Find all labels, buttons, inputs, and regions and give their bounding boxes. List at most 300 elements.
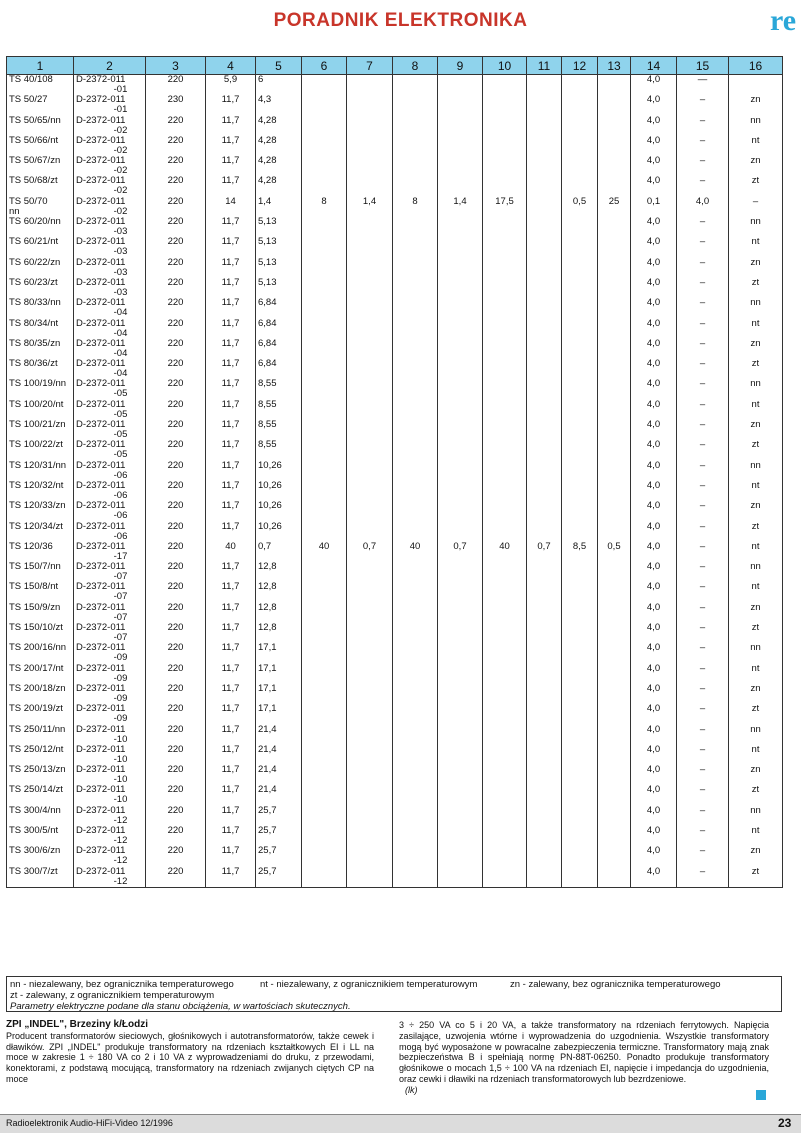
cell-col-6 [302,643,347,663]
cell-col-6 [302,95,347,115]
cell-col-9 [438,664,483,684]
cell-col-12 [562,379,598,399]
cell-col-11 [527,116,562,136]
cell-col-16: zn [729,684,783,704]
cell-type [7,339,74,359]
cell-col-6 [302,562,347,582]
legend-nt: nt - niezalewany, z ogranicznikiem temperaturowym [260,979,478,990]
cell-col-10 [483,319,527,339]
cell-col-4: 40 [206,542,256,562]
cell-col-16: nt [729,582,783,602]
cell-col-11 [527,258,562,278]
cell-col-15: – [677,298,729,318]
cell-col-6: 8 [302,197,347,217]
cell-col-10 [483,75,527,96]
cell-col-4: 5,9 [206,75,256,96]
cell-col-16: nt [729,826,783,846]
cell-col-9 [438,156,483,176]
cell-col-12 [562,95,598,115]
norm-suffix: -02 [113,124,128,136]
cell-col-16: nn [729,217,783,237]
cell-col-9 [438,745,483,765]
cell-col-13 [598,176,631,196]
cell-col-5: 10,26 [256,522,302,542]
cell-type [7,176,74,196]
cell-norm [74,461,146,481]
cell-col-4: 11,7 [206,400,256,420]
cell-col-6 [302,684,347,704]
cell-col-11 [527,359,562,379]
cell-col-8 [393,765,438,785]
norm-suffix: -17 [113,550,128,562]
cell-col-16: zn [729,846,783,866]
norm-code: D-2372-011 [76,724,126,735]
cell-col-15: – [677,603,729,623]
cell-col-9 [438,278,483,298]
cell-type [7,116,74,136]
cell-col-4: 11,7 [206,176,256,196]
cell-col-6 [302,826,347,846]
cell-col-10 [483,116,527,136]
cell-col-9 [438,136,483,156]
norm-suffix: -02 [113,205,128,217]
cell-col-5: 6,84 [256,319,302,339]
cell-col-3: 220 [146,846,206,866]
cell-col-5: 25,7 [256,826,302,846]
cell-col-16: zn [729,339,783,359]
cell-type [7,684,74,704]
cell-col-6 [302,745,347,765]
cell-col-5: 12,8 [256,603,302,623]
cell-col-8 [393,440,438,460]
cell-col-6 [302,136,347,156]
cell-col-8 [393,562,438,582]
table-row [7,481,783,501]
table-row [7,542,783,562]
cell-norm [74,156,146,176]
cell-col-13 [598,765,631,785]
cell-col-6 [302,846,347,866]
article-heading: ZPI „INDEL", Brzeziny k/Łodzi [6,1019,148,1030]
cell-col-12 [562,562,598,582]
cell-col-12 [562,522,598,542]
cell-col-7 [347,745,393,765]
cell-norm [74,197,146,217]
cell-col-8 [393,359,438,379]
cell-col-10 [483,379,527,399]
norm-suffix: -06 [113,530,128,542]
cell-col-11 [527,481,562,501]
cell-col-4: 11,7 [206,684,256,704]
cell-col-10 [483,603,527,623]
cell-col-12 [562,75,598,96]
cell-col-14: 4,0 [631,319,677,339]
cell-col-10 [483,806,527,826]
cell-col-4: 11,7 [206,339,256,359]
cell-col-10 [483,237,527,257]
table-row [7,806,783,826]
cell-col-8 [393,725,438,745]
cell-col-3: 220 [146,339,206,359]
cell-col-7 [347,826,393,846]
cell-col-15: – [677,725,729,745]
cell-col-10 [483,664,527,684]
cell-col-9 [438,704,483,724]
norm-code: D-2372-011 [76,623,126,634]
cell-col-8 [393,846,438,866]
column-header: 9 [438,57,483,75]
cell-col-11 [527,298,562,318]
cell-col-16: zn [729,501,783,521]
cell-col-9 [438,176,483,196]
cell-col-14: 4,0 [631,603,677,623]
cell-col-5: 5,13 [256,258,302,278]
cell-col-4: 11,7 [206,258,256,278]
norm-code: D-2372-011 [76,237,126,248]
norm-suffix: -12 [113,834,128,846]
cell-col-11 [527,339,562,359]
cell-col-7 [347,562,393,582]
cell-type [7,197,74,217]
cell-col-8 [393,461,438,481]
cell-col-15: – [677,400,729,420]
type-name: TS 120/31/nn [9,460,67,471]
cell-col-11 [527,197,562,217]
column-header: 7 [347,57,393,75]
norm-suffix: -12 [113,814,128,826]
cell-col-15: – [677,684,729,704]
cell-col-13 [598,522,631,542]
cell-norm [74,176,146,196]
norm-suffix: -06 [113,510,128,522]
cell-col-11 [527,765,562,785]
cell-col-12 [562,136,598,156]
norm-code: D-2372-011 [76,541,126,552]
type-name: TS 80/34/nt [9,318,59,329]
norm-suffix: -02 [113,165,128,177]
article-left-column [6,1020,374,1085]
cell-col-16: nn [729,116,783,136]
cell-col-16: zt [729,176,783,196]
cell-col-5: 8,55 [256,420,302,440]
cell-col-10 [483,461,527,481]
cell-col-8 [393,481,438,501]
column-header: 2 [74,57,146,75]
cell-col-13 [598,136,631,156]
cell-col-6 [302,278,347,298]
type-name: TS 150/10/zt [9,623,63,634]
cell-col-5: 17,1 [256,684,302,704]
norm-suffix: -10 [113,774,128,786]
cell-col-9: 0,7 [438,542,483,562]
cell-col-8: 40 [393,542,438,562]
cell-col-10 [483,704,527,724]
cell-col-3: 220 [146,237,206,257]
cell-col-9 [438,603,483,623]
cell-col-14: 4,0 [631,623,677,643]
cell-col-5: 5,13 [256,278,302,298]
cell-col-14: 4,0 [631,867,677,888]
norm-code: D-2372-011 [76,217,126,228]
table-row [7,95,783,115]
cell-col-3: 220 [146,440,206,460]
type-name: TS 60/20/nn [9,217,61,228]
cell-col-3: 220 [146,603,206,623]
cell-col-14: 4,0 [631,278,677,298]
norm-code: D-2372-011 [76,602,126,613]
cell-col-14: 4,0 [631,522,677,542]
cell-col-10 [483,440,527,460]
norm-code: D-2372-011 [76,825,126,836]
cell-norm [74,684,146,704]
norm-code: D-2372-011 [76,521,126,532]
cell-col-7 [347,461,393,481]
cell-col-11 [527,217,562,237]
norm-suffix: -03 [113,266,128,278]
cell-col-6 [302,116,347,136]
cell-col-8 [393,176,438,196]
cell-col-3: 220 [146,75,206,96]
norm-suffix: -07 [113,591,128,603]
norm-suffix: -04 [113,368,128,380]
cell-col-16: nn [729,379,783,399]
cell-col-8 [393,806,438,826]
table-row [7,258,783,278]
cell-col-8 [393,522,438,542]
cell-col-6 [302,623,347,643]
cell-col-15: – [677,379,729,399]
table-row [7,603,783,623]
norm-code: D-2372-011 [76,420,126,431]
cell-col-11 [527,522,562,542]
cell-col-15: – [677,867,729,888]
cell-col-4: 14 [206,197,256,217]
cell-col-12 [562,400,598,420]
cell-col-9 [438,75,483,96]
cell-col-8 [393,582,438,602]
cell-col-15: – [677,319,729,339]
cell-norm [74,623,146,643]
cell-col-11 [527,826,562,846]
cell-col-5: 21,4 [256,745,302,765]
norm-suffix: -07 [113,611,128,623]
cell-col-6 [302,359,347,379]
cell-col-11 [527,75,562,96]
cell-col-10 [483,522,527,542]
cell-col-8 [393,278,438,298]
cell-col-15: – [677,704,729,724]
cell-col-13 [598,846,631,866]
cell-col-12 [562,745,598,765]
cell-col-15: – [677,278,729,298]
cell-col-7 [347,501,393,521]
cell-col-12 [562,176,598,196]
cell-col-4: 11,7 [206,359,256,379]
cell-col-4: 11,7 [206,826,256,846]
type-name: TS 150/9/zn [9,602,61,613]
norm-code: D-2372-011 [76,277,126,288]
cell-col-11 [527,136,562,156]
cell-col-6 [302,258,347,278]
type-name: TS 120/36 [9,541,53,552]
type-name: TS 40/108 [9,74,53,85]
cell-col-14: 4,0 [631,136,677,156]
cell-col-3: 220 [146,582,206,602]
cell-col-13 [598,339,631,359]
cell-col-9 [438,95,483,115]
cell-col-14: 4,0 [631,400,677,420]
cell-col-4: 11,7 [206,237,256,257]
cell-col-7 [347,116,393,136]
cell-norm [74,826,146,846]
cell-col-5: 4,28 [256,176,302,196]
cell-col-4: 11,7 [206,319,256,339]
cell-col-15: – [677,501,729,521]
cell-col-15: – [677,785,729,805]
cell-col-7 [347,217,393,237]
cell-col-3: 220 [146,765,206,785]
article-left-text: Producent transformatorów sieciowych, głośnikowych i autotransformatorów, także cewek i dławików. ZPI „INDEL" produkuje transformatory na rdzeniach kształtkowych EI i LL na moce w zakresie 1 ÷ 180 VA co 2 i 10 VA z wyprowadzeniami do druku, z przewodami, konektorami, z podstawą mocującą, transformatory na rdzeniach zwijanych ciętych CP na moce [6,1030,374,1084]
cell-col-12 [562,846,598,866]
norm-code: D-2372-011 [76,298,126,309]
cell-col-14: 4,0 [631,785,677,805]
cell-col-10 [483,765,527,785]
cell-col-11 [527,704,562,724]
cell-col-6 [302,379,347,399]
cell-type [7,704,74,724]
cell-col-7 [347,765,393,785]
cell-norm [74,75,146,96]
cell-col-15: – [677,116,729,136]
cell-col-11 [527,603,562,623]
cell-col-10 [483,481,527,501]
cell-col-7 [347,603,393,623]
cell-col-9 [438,481,483,501]
cell-col-5: 4,28 [256,116,302,136]
cell-col-9: 1,4 [438,197,483,217]
cell-col-14: 4,0 [631,258,677,278]
table-row [7,562,783,582]
cell-col-12 [562,725,598,745]
cell-type [7,806,74,826]
cell-col-6 [302,522,347,542]
cell-col-14: 4,0 [631,725,677,745]
cell-col-8 [393,95,438,115]
cell-norm [74,116,146,136]
column-header: 8 [393,57,438,75]
cell-col-15: — [677,75,729,96]
norm-code: D-2372-011 [76,460,126,471]
cell-col-4: 11,7 [206,806,256,826]
norm-suffix: -05 [113,408,128,420]
type-name: TS 100/19/nn [9,379,67,390]
table-row [7,664,783,684]
cell-col-5: 25,7 [256,846,302,866]
cell-col-5: 4,3 [256,95,302,115]
cell-col-16: zn [729,765,783,785]
cell-col-6 [302,217,347,237]
cell-col-5: 1,4 [256,197,302,217]
cell-col-13 [598,745,631,765]
cell-norm [74,643,146,663]
cell-col-12 [562,116,598,136]
cell-col-10 [483,217,527,237]
type-name: TS 150/8/nt [9,582,59,593]
cell-col-7 [347,379,393,399]
cell-col-16: zn [729,95,783,115]
cell-col-13 [598,95,631,115]
cell-col-12 [562,420,598,440]
cell-type [7,582,74,602]
cell-col-14: 4,0 [631,501,677,521]
cell-col-5: 12,8 [256,582,302,602]
cell-type [7,379,74,399]
cell-col-5: 12,8 [256,562,302,582]
magazine-logo: re [770,4,797,37]
cell-col-10 [483,298,527,318]
cell-col-3: 230 [146,95,206,115]
type-name: TS 200/19/zt [9,704,63,715]
cell-type [7,522,74,542]
cell-type [7,420,74,440]
cell-norm [74,278,146,298]
cell-col-10: 40 [483,542,527,562]
cell-col-9 [438,725,483,745]
cell-col-14: 4,0 [631,420,677,440]
norm-suffix: -07 [113,632,128,644]
type-name: TS 100/21/zn [9,420,66,431]
cell-col-12 [562,684,598,704]
cell-col-14: 4,0 [631,156,677,176]
type-name: TS 50/70 [9,196,48,207]
cell-type [7,826,74,846]
cell-col-16: nt [729,542,783,562]
norm-suffix: -03 [113,226,128,238]
table-row [7,440,783,460]
article-right-column [399,1020,769,1096]
cell-col-3: 220 [146,258,206,278]
table-row [7,319,783,339]
cell-col-8 [393,319,438,339]
cell-col-3: 220 [146,420,206,440]
cell-col-13 [598,258,631,278]
cell-col-12 [562,582,598,602]
norm-suffix: -09 [113,692,128,704]
norm-code: D-2372-011 [76,643,126,654]
cell-col-9 [438,379,483,399]
type-name: TS 250/12/nt [9,744,64,755]
cell-col-4: 11,7 [206,745,256,765]
cell-col-4: 11,7 [206,785,256,805]
cell-col-9 [438,116,483,136]
norm-code: D-2372-011 [76,765,126,776]
cell-col-9 [438,826,483,846]
table-row [7,278,783,298]
cell-col-5: 25,7 [256,867,302,888]
type-name: TS 50/66/nt [9,135,59,146]
cell-col-3: 220 [146,156,206,176]
cell-col-7 [347,420,393,440]
cell-col-12 [562,156,598,176]
type-name: TS 60/21/nt [9,237,59,248]
cell-col-8 [393,400,438,420]
cell-col-13 [598,562,631,582]
cell-col-13 [598,420,631,440]
cell-col-7 [347,643,393,663]
cell-col-16: zt [729,867,783,888]
norm-code: D-2372-011 [76,399,126,410]
cell-col-14: 4,0 [631,684,677,704]
